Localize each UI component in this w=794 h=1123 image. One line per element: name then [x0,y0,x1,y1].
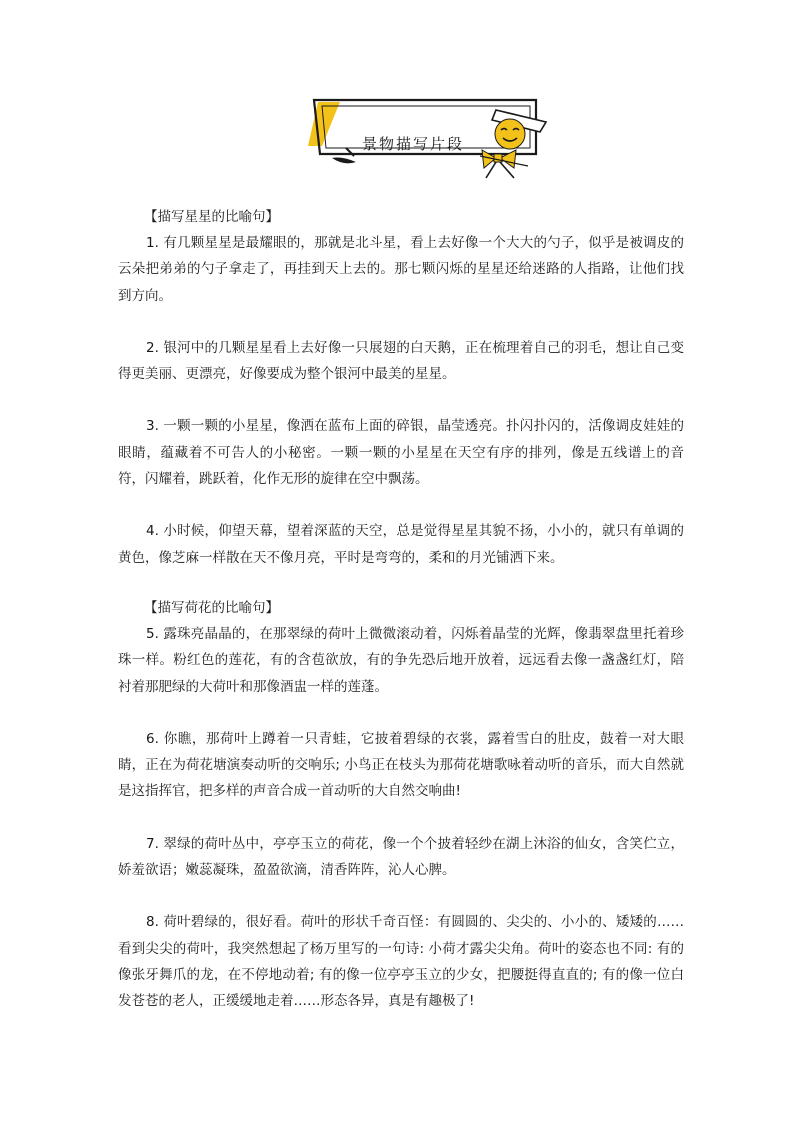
paragraph: 4. 小时候，仰望天幕，望着深蓝的天空，总是觉得星星其貌不扬，小小的，就只有单调的黄色，像芝麻一样散在天不像月亮，平时是弯弯的，柔和的月光铺洒下来。 [118,523,684,566]
document-body [118,204,684,1041]
paragraph: 5. 露珠亮晶晶的，在那翠绿的荷叶上微微滚动着，闪烁着晶莹的光辉，像翡翠盘里托着珍珠一样。粉红色的莲花，有的含苞欲放，有的争先恐后地开放着，远远看去像一盏盏红灯，陪衬着那肥绿的大荷叶和那像酒盅一样的莲蓬。 [118,625,684,695]
leaf-left-icon [332,158,356,164]
paragraph: 1. 有几颗星星是最耀眼的，那就是北斗星，看上去好像一个大大的勺子，似乎是被调皮的云朵把弟弟的勺子拿走了，再挂到天上去的。那七颗闪烁的星星还给迷路的人指路，让他们找到方向。 [118,235,684,304]
section-heading-stars: 【描写星星的比喻句】 [144,209,279,225]
paragraph: 7. 翠绿的荷叶丛中，亭亭玉立的荷花，像一个个披着轻纱在湖上沐浴的仙女，含笑伫立，娇羞欲语；嫩蕊凝珠，盈盈欲滴，清香阵阵，沁人心脾。 [118,835,684,879]
header-banner [300,96,560,182]
paragraph: 3. 一颗一颗的小星星，像洒在蓝布上面的碎银，晶莹透亮。扑闪扑闪的，活像调皮娃娃的眼睛，蕴藏着不可告人的小秘密。一颗一颗的小星星在天空有序的排列，像是五线谱上的音符，闪耀着，跳跃着，化作无形的旋律在空中飘荡。 [118,418,684,488]
paragraph: 2. 银河中的几颗星星看上去好像一只展翅的白天鹅，正在梳理着自己的羽毛，想让自己变得更美丽、更漂亮，好像要成为整个银河中最美的星星。 [118,339,684,383]
page-title: 景物描写片段 [362,135,465,153]
paragraph: 6. 你瞧，那荷叶上蹲着一只青蛙，它披着碧绿的衣裳，露着雪白的肚皮，鼓着一对大眼睛，正在为荷花塘演奏动听的交响乐; 小鸟正在枝头为那荷花塘歌咏着动听的音乐，而大自然就是这指挥官，把多样的声音合成一首动听的大自然交响曲! [118,730,684,800]
paragraph: 8. 荷叶碧绿的，很好看。荷叶的形状千奇百怪：有圆圆的、尖尖的、小小的、矮矮的……看到尖尖的荷叶，我突然想起了杨万里写的一句诗: 小荷才露尖尖角。荷叶的姿态也不同: 有的像张牙舞爪的龙，在不停地动着; 有的像一位亭亭玉立的少女，把腰挺得直直的; 有的像一位白发苍苍的老人，正缓缓地走着……形态各异，真是有趣极了! [118,914,684,1010]
section-heading-lotus: 【描写荷花的比喻句】 [144,599,279,616]
smiley-face-icon [495,119,525,149]
